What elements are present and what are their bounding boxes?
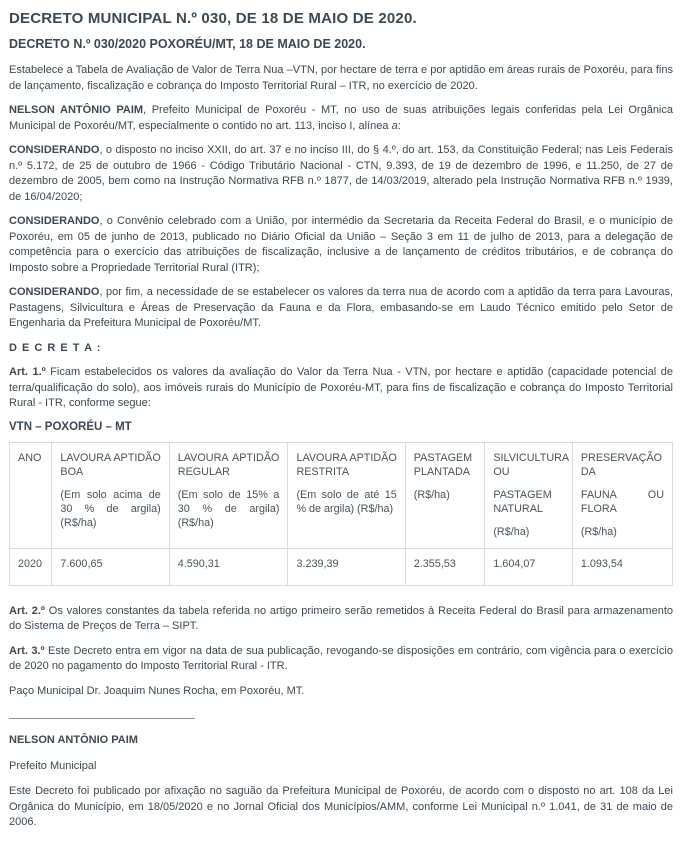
paragraph-text: Este Decreto entra em vigor na data de sua publicação, revogando-se disposições em contrário, com vigência para o exercício de 2020 no pagamento do Imposto Territorial Rural - ITR. bbox=[9, 644, 673, 672]
table-header-row bbox=[10, 442, 673, 548]
col-header-silvicultura bbox=[485, 442, 573, 548]
col-header-pastagem-plantada bbox=[405, 442, 485, 548]
col-header-subtitle: (Em solo de até 15 % de argila) (R$/ha) bbox=[296, 488, 397, 515]
col-header-subtitle: FAUNA OU FLORA bbox=[580, 488, 664, 515]
considerando-1-paragraph bbox=[9, 143, 673, 205]
mayor-preamble-paragraph bbox=[9, 103, 673, 134]
considerando-lead: CONSIDERANDO bbox=[9, 144, 100, 156]
article-lead: Art. 1.º bbox=[9, 366, 46, 378]
vtn-value-preservacao: 1.093,54 bbox=[572, 548, 672, 585]
col-header-title: SILVICULTURA OU bbox=[493, 451, 570, 478]
article-1-paragraph bbox=[9, 365, 673, 412]
paragraph-text: , Prefeito Municipal de Poxoréu - MT, no uso de suas atribuições legais conferidas pela Lei Orgânica Municipal de Poxoréu/MT, especialmente o contido no art. 113, inciso I, alínea bbox=[9, 104, 673, 132]
mayor-name-lead: NELSON ANTÔNIO PAIM bbox=[9, 104, 144, 116]
vtn-value-silvicultura: 1.604,07 bbox=[485, 548, 573, 585]
publication-note: Este Decreto foi publicado por afixação no saguão da Prefeitura Municipal de Poxoréu, de acordo com o disposto no art. 108 da Lei Orgânica do Município, em 18/05/2020 e no Jornal Oficial dos Municípios/AMM, conforme Lei Municipal n.º 1.041, de 31 de maio de 2006. bbox=[9, 785, 673, 828]
decree-title: DECRETO MUNICIPAL N.º 030, DE 18 DE MAIO DE 2020. bbox=[9, 10, 417, 27]
col-header-subtitle: PASTAGEM NATURAL bbox=[493, 488, 552, 515]
article-lead: Art. 3.º bbox=[9, 644, 45, 657]
col-header-lavoura-restrita bbox=[288, 442, 405, 548]
vtn-values-table bbox=[9, 442, 673, 586]
considerando-3-paragraph bbox=[9, 285, 673, 332]
paragraph-tail: : bbox=[397, 119, 401, 132]
considerando-2-paragraph bbox=[9, 214, 673, 276]
col-header-title: ANO bbox=[18, 451, 42, 464]
signatory-name bbox=[9, 733, 673, 749]
col-header-title: LAVOURA APTIDÃO RESTRITA bbox=[296, 451, 397, 478]
article-lead: Art. 2.º bbox=[9, 604, 45, 617]
city-hall-paragraph bbox=[9, 684, 673, 700]
col-header-ano bbox=[10, 442, 52, 548]
decree-summary-paragraph bbox=[9, 63, 673, 94]
vtn-value-lavoura-boa: 7.600,65 bbox=[52, 548, 169, 585]
vtn-year-cell: 2020 bbox=[10, 548, 52, 585]
article-3-paragraph bbox=[9, 644, 673, 675]
col-header-title: LAVOURA APTIDÃO BOA bbox=[60, 451, 161, 478]
paragraph-text: , o Convênio celebrado com a União, por intermédio da Secretaria da Receita Federal do Brasil, e o município de Poxoréu, em 05 de junho de 2013, publicado no Diário Oficial da União – Seção 3 em 11 de julho de 2013, para a delegação de competência para o exercício das atribuições de fiscalização, inclusive a de lançamento de créditos tributários, e de cobrança do Imposto sobre a Propriedade Territorial Rural (ITR); bbox=[9, 215, 673, 274]
col-header-lavoura-boa bbox=[52, 442, 169, 548]
signature-line bbox=[9, 718, 195, 719]
col-header-subtitle: (Em solo de 15% a 30 % de argila) (R$/ha) bbox=[177, 488, 280, 529]
paragraph-text: Paço Municipal Dr. Joaquim Nunes Rocha, em Poxoréu, MT. bbox=[9, 684, 305, 697]
col-header-preservacao bbox=[572, 442, 672, 548]
paragraph-text: Estabelece a Tabela de Avaliação de Valor de Terra Nua –VTN, por hectare de terra e por aptidão em áreas rurais de Poxoréu, para fins de lançamento, fiscalização e cobrança do Imposto Territorial Rural – ITR, no exercício de 2020. bbox=[9, 64, 673, 92]
col-header-title: LAVOURA APTIDÃO REGULAR bbox=[177, 451, 280, 478]
considerando-lead: CONSIDERANDO bbox=[9, 286, 100, 298]
col-header-subtitle: (Em solo acima de 30 % de argila) (R$/ha) bbox=[60, 488, 161, 529]
col-header-unit: (R$/ha) bbox=[580, 525, 617, 538]
paragraph-text: Ficam estabelecidos os valores da avaliação do Valor da Terra Nua - VTN, por hectare e aptidão (capacidade potencial de terra/qualificação do solo), aos imóveis rurais do Município de Poxoréu-MT, para fins de fiscalização e cobrança do Imposto Territorial Rural - ITR, conforme segue: bbox=[9, 366, 673, 409]
paragraph-text: , por fim, a necessidade de se estabelecer os valores da terra nua de acordo com a aptidão da terra para Lavouras, Pastagens, Silvicultura e Áreas de Preservação da Fauna e da Flora, embasando-se em Laudo Técnico emitido pelo Setor de Engenharia da Prefeitura Municipal de Poxoréu/MT. bbox=[9, 286, 673, 329]
table-data-row bbox=[10, 548, 673, 585]
vtn-value-pastagem-plantada: 2.355,53 bbox=[405, 548, 485, 585]
vtn-value-lavoura-restrita: 3.239,39 bbox=[288, 548, 405, 585]
signatory-role: Prefeito Municipal bbox=[9, 759, 97, 772]
decree-number-subtitle: DECRETO N.º 030/2020 POXORÉU/MT, 18 DE MAIO DE 2020. bbox=[9, 37, 366, 51]
decreta-heading bbox=[9, 341, 673, 357]
signatory-name-text: NELSON ANTÔNIO PAIM bbox=[9, 734, 138, 746]
vtn-table-title: VTN – POXORÉU – MT bbox=[9, 420, 132, 433]
alinea-italic: a bbox=[391, 119, 398, 132]
considerando-lead: CONSIDERANDO bbox=[9, 215, 100, 227]
col-header-title: PRESERVAÇÃO DA bbox=[580, 451, 663, 478]
col-header-subtitle: (R$/ha) bbox=[413, 488, 450, 501]
col-header-title: PASTAGEM PLANTADA bbox=[413, 451, 473, 478]
vtn-value-lavoura-regular: 4.590,31 bbox=[169, 548, 288, 585]
decreta-text: D E C R E T A : bbox=[9, 341, 102, 354]
col-header-lavoura-regular bbox=[169, 442, 288, 548]
paragraph-text: , o disposto no inciso XXII, do art. 37 e no inciso III, do § 4.º, do art. 153, da Constituição Federal; nas Leis Federais n.º 5.172, de 25 de outubro de 1966 - Código Tributário Nacional - CTN, 9.393, de 19 de dezembro de 1996, e 11.250, de 27 de dezembro de 2005, bem como na Instrução Normativa RFB n.º 1877, de 14/03/2019, alterado pela Instrução Normativa RFB n.º 1939, de 16/04/2020; bbox=[9, 144, 673, 203]
paragraph-text: Os valores constantes da tabela referida no artigo primeiro serão remetidos à Receita Federal do Brasil para armazenamento do Sistema de Preços de Terra – SIPT. bbox=[9, 604, 673, 632]
col-header-unit: (R$/ha) bbox=[493, 525, 530, 538]
article-2-paragraph bbox=[9, 604, 673, 635]
